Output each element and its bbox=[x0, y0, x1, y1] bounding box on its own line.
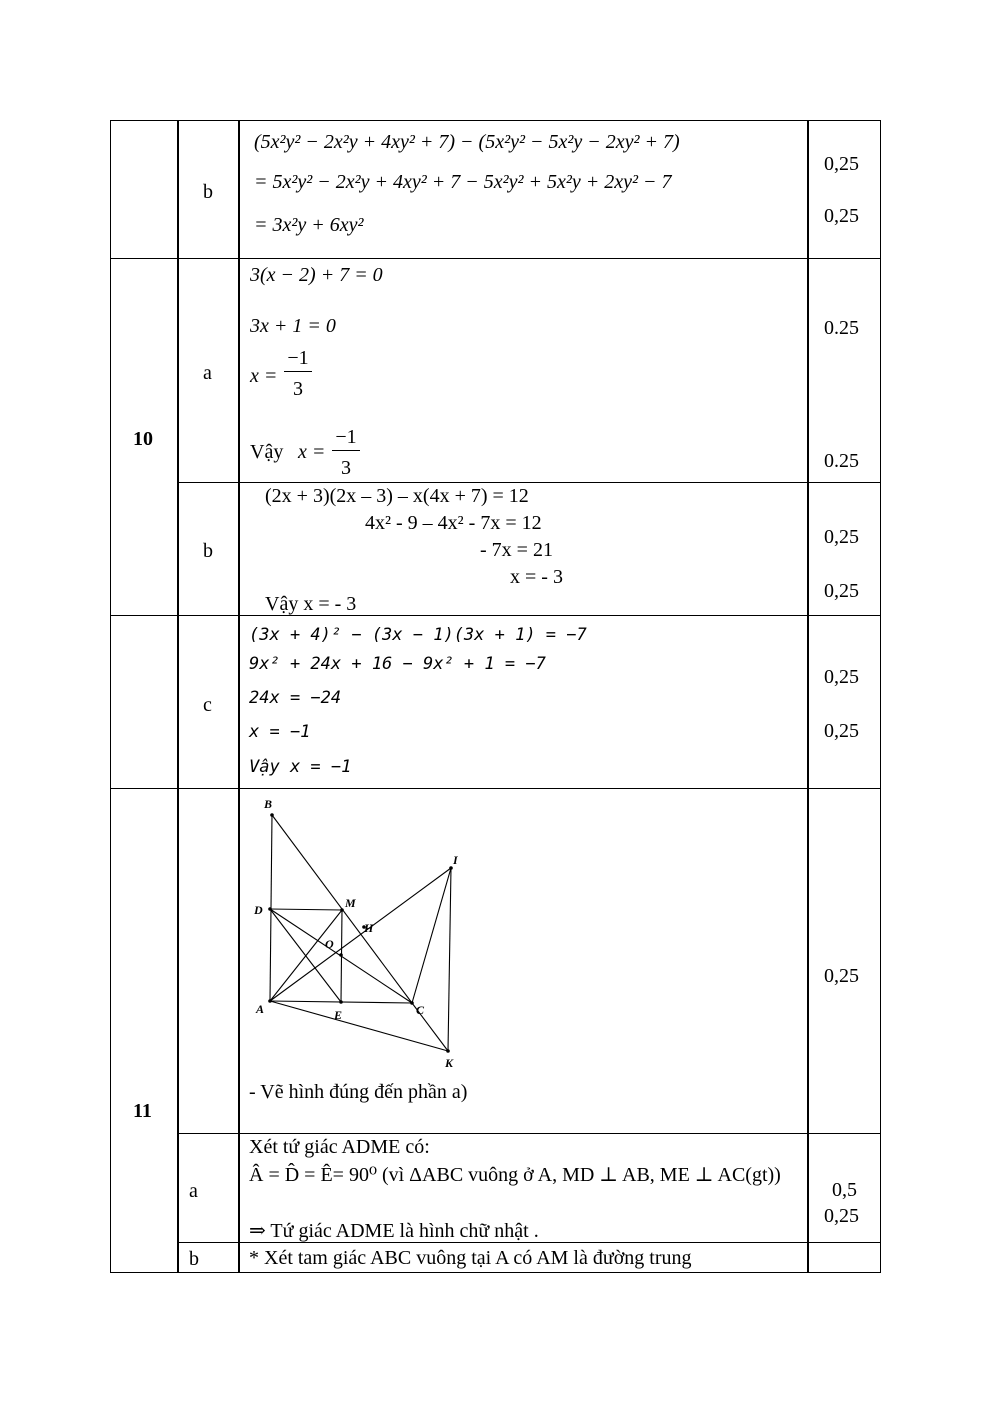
score-value: 0.25 bbox=[824, 450, 859, 472]
score-value: 0,5 bbox=[832, 1179, 857, 1201]
geometry-figure bbox=[240, 789, 540, 1079]
fraction-numerator: −1 bbox=[335, 426, 357, 448]
score-value: 0,25 bbox=[824, 526, 859, 548]
part-cell bbox=[178, 482, 239, 616]
score-cell bbox=[808, 482, 881, 616]
solution-line: x = - 3 bbox=[510, 566, 563, 588]
solution-line: Vậy x = - 3 bbox=[265, 593, 357, 615]
solution-line: x = −1 bbox=[249, 722, 311, 742]
solution-cell bbox=[239, 615, 808, 789]
row-q9-b bbox=[110, 120, 881, 259]
point-label-m: M bbox=[345, 896, 356, 910]
fraction-numerator: −1 bbox=[287, 347, 309, 369]
solution-line: (3x + 4)² − (3x − 1)(3x + 1) = −7 bbox=[249, 625, 587, 645]
solution-line: * Xét tam giác ABC vuông tại A có AM là đường trung bbox=[249, 1247, 692, 1269]
part-label: b bbox=[203, 181, 213, 203]
solution-line: (2x + 3)(2x – 3) – x(4x + 7) = 12 bbox=[265, 485, 529, 507]
score-value: 0,25 bbox=[824, 965, 859, 987]
part-cell bbox=[178, 258, 239, 483]
score-cell bbox=[808, 120, 881, 259]
solution-line: = 5x²y² − 2x²y + 4xy² + 7 − 5x²y² + 5x²y + 2xy² − 7 bbox=[254, 171, 672, 193]
solution-line: ⇒ Tứ giác ADME là hình chữ nhật . bbox=[249, 1220, 539, 1242]
part-label: a bbox=[203, 362, 212, 384]
solution-line: Xét tứ giác ADME có: bbox=[249, 1136, 430, 1158]
segment-ic bbox=[412, 868, 451, 1003]
fraction bbox=[332, 426, 360, 480]
row-q11-b bbox=[110, 1242, 881, 1273]
fraction-lhs: x = bbox=[298, 441, 326, 463]
point-label-e: E bbox=[334, 1008, 343, 1022]
point-label-i: I bbox=[453, 853, 458, 867]
part-cell bbox=[178, 1242, 239, 1273]
solution-cell bbox=[239, 1133, 808, 1243]
figure-cell bbox=[239, 788, 808, 1134]
point-label-k: K bbox=[445, 1056, 454, 1070]
fraction bbox=[284, 347, 312, 401]
score-value: 0.25 bbox=[824, 317, 859, 339]
part-cell bbox=[178, 615, 239, 789]
score-value: 0,25 bbox=[824, 666, 859, 688]
point-label-h: H bbox=[364, 921, 374, 935]
score-value: 0,25 bbox=[824, 720, 859, 742]
score-value: 0,25 bbox=[824, 205, 859, 227]
part-cell bbox=[178, 788, 239, 1134]
q-number-cell bbox=[110, 120, 178, 259]
score-cell bbox=[808, 615, 881, 789]
part-label: b bbox=[203, 540, 213, 562]
part-label: a bbox=[189, 1180, 198, 1202]
segment-dm bbox=[270, 909, 342, 910]
question-number: 10 bbox=[133, 428, 153, 450]
part-label: b bbox=[189, 1248, 199, 1270]
question-number: 11 bbox=[133, 1100, 152, 1122]
q-number-cell bbox=[110, 615, 178, 789]
point-label-o: O bbox=[325, 937, 334, 951]
segment-ik bbox=[448, 868, 451, 1051]
fraction-lhs: x = bbox=[250, 365, 278, 387]
part-cell bbox=[178, 120, 239, 259]
segment-ai bbox=[270, 868, 451, 1001]
solution-cell bbox=[239, 120, 808, 259]
solution-line: Vậy x = −1 bbox=[249, 757, 352, 777]
solution-line: 3(x − 2) + 7 = 0 bbox=[250, 264, 383, 286]
solution-line: = 3x²y + 6xy² bbox=[254, 214, 364, 236]
solution-line: (5x²y² − 2x²y + 4xy² + 7) − (5x²y² − 5x²y − 2xy² + 7) bbox=[254, 131, 680, 153]
row-q11-a bbox=[110, 1133, 881, 1243]
solution-line: - 7x = 21 bbox=[480, 539, 553, 561]
score-cell bbox=[808, 1133, 881, 1243]
fraction-denominator: 3 bbox=[332, 450, 360, 480]
row-q10-a bbox=[110, 258, 881, 483]
row-q10-c bbox=[110, 615, 881, 789]
row-q11-figure bbox=[110, 788, 881, 1134]
solution-cell bbox=[239, 482, 808, 616]
score-value: 0,25 bbox=[824, 580, 859, 602]
fraction-denominator: 3 bbox=[284, 371, 312, 401]
point-label-d: D bbox=[254, 903, 263, 917]
score-cell bbox=[808, 788, 881, 1134]
row-q10-b bbox=[110, 482, 881, 616]
solution-line: 24x = −24 bbox=[249, 688, 342, 708]
solution-line: 4x² - 9 – 4x² - 7x = 12 bbox=[365, 512, 542, 534]
figure-caption: - Vẽ hình đúng đến phần a) bbox=[249, 1081, 468, 1103]
part-cell bbox=[178, 1133, 239, 1243]
solution-cell bbox=[239, 258, 808, 483]
conclusion-word: Vậy bbox=[250, 441, 284, 463]
score-value: 0,25 bbox=[824, 153, 859, 175]
score-cell bbox=[808, 1242, 881, 1273]
score-value: 0,25 bbox=[824, 1205, 859, 1227]
solution-cell bbox=[239, 1242, 808, 1273]
point-label-a: A bbox=[256, 1002, 265, 1016]
part-label: c bbox=[203, 694, 212, 716]
point-label-b: B bbox=[264, 797, 273, 811]
solution-line: Â = D̂ = Ê= 90⁰ (vì ΔABC vuông ở A, MD ⊥ AB, ME ⊥ AC(gt)) bbox=[249, 1164, 781, 1186]
score-cell bbox=[808, 258, 881, 483]
point-label-c: C bbox=[416, 1003, 425, 1017]
solution-line: 3x + 1 = 0 bbox=[250, 315, 336, 337]
solution-line: 9x² + 24x + 16 − 9x² + 1 = −7 bbox=[249, 654, 546, 674]
